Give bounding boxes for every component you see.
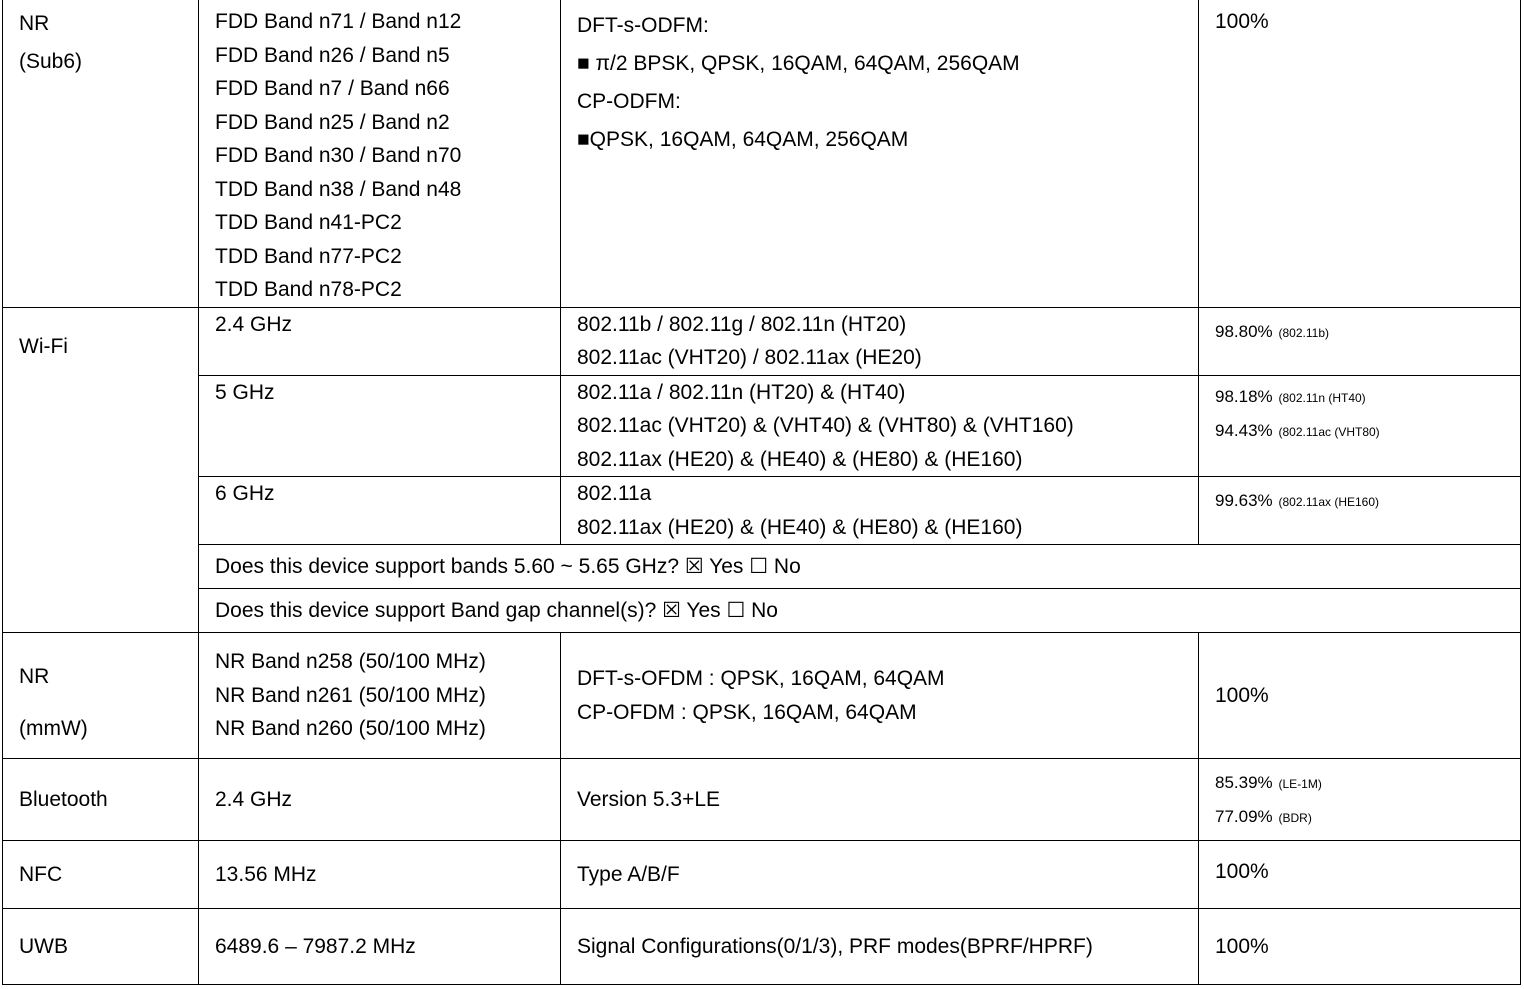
tech-label: NFC [19, 862, 63, 886]
modulation-item: Type A/B/F [577, 862, 680, 886]
modulation-item: ■QPSK, 16QAM, 64QAM, 256QAM [577, 128, 909, 151]
duty-value: 98.80% [1215, 321, 1273, 341]
modulation-item: CP-OFDM : QPSK, 16QAM, 64QAM [577, 700, 917, 724]
band-item: FDD Band n71 / Band n12 [215, 10, 462, 33]
tech-label: UWB [19, 934, 68, 958]
table-row [3, 0, 1521, 307]
duty-cell [1199, 841, 1521, 909]
modulation-cell [561, 841, 1199, 909]
band-item: TDD Band n78-PC2 [215, 278, 402, 301]
band-cell [199, 909, 561, 985]
band-item: 6489.6 – 7987.2 MHz [215, 934, 416, 958]
band-item: TDD Band n38 / Band n48 [215, 177, 462, 201]
duty-note: (BDR) [1278, 810, 1312, 825]
duty-note: (LE-1M) [1278, 776, 1322, 791]
table-row [3, 909, 1521, 985]
modulation-cell [561, 0, 1199, 307]
duty-note: (802.11n (HT40) [1278, 390, 1366, 405]
modulation-cell [561, 477, 1199, 545]
band-cell [199, 633, 561, 759]
spec-table [2, 0, 1521, 985]
modulation-item: 802.11b / 802.11g / 802.11n (HT20) [577, 312, 907, 336]
duty-value: 100% [1215, 683, 1269, 707]
modulation-item: 802.11ax (HE20) & (HE40) & (HE80) & (HE160) [577, 515, 1023, 539]
duty-cell [1199, 909, 1521, 985]
tech-cell [3, 841, 199, 909]
tech-label: Bluetooth [19, 787, 108, 811]
modulation-item: 802.11ax (HE20) & (HE40) & (HE80) & (HE160) [577, 447, 1023, 471]
band-item: NR Band n260 (50/100 MHz) [215, 717, 486, 741]
table-row [3, 841, 1521, 909]
band-item: 5 GHz [215, 380, 275, 404]
modulation-cell [561, 909, 1199, 985]
modulation-item: Signal Configurations(0/1/3), PRF modes(BPRF/HPRF) [577, 934, 1093, 958]
question-text: Does this device support Band gap channel(s)? ☒ Yes ☐ No [215, 598, 778, 622]
tech-sublabel: (mmW) [19, 717, 88, 740]
modulation-cell [561, 633, 1199, 759]
band-cell [199, 759, 561, 841]
table-row [3, 375, 1521, 477]
tech-cell [3, 759, 199, 841]
table-row [3, 477, 1521, 545]
modulation-title: DFT-s-ODFM: [577, 14, 709, 37]
question-text: Does this device support bands 5.60 ~ 5.65 GHz? ☒ Yes ☐ No [215, 554, 801, 578]
modulation-cell [561, 375, 1199, 477]
duty-value: 98.18% [1215, 386, 1273, 406]
modulation-cell [561, 759, 1199, 841]
duty-value: 94.43% [1215, 420, 1273, 440]
duty-cell [1199, 633, 1521, 759]
question-cell [199, 589, 1521, 633]
duty-cell [1199, 0, 1521, 307]
table-row [3, 545, 1521, 589]
duty-cell [1199, 375, 1521, 477]
modulation-item: Version 5.3+LE [577, 787, 721, 811]
modulation-item: 802.11ac (VHT20) & (VHT40) & (VHT80) & (VHT160) [577, 414, 1074, 437]
band-cell [199, 477, 561, 545]
duty-value: 100% [1215, 860, 1269, 883]
modulation-item: DFT-s-OFDM : QPSK, 16QAM, 64QAM [577, 667, 945, 690]
band-item: NR Band n261 (50/100 MHz) [215, 683, 486, 707]
band-item: 2.4 GHz [215, 787, 293, 811]
tech-cell [3, 307, 199, 633]
band-item: NR Band n258 (50/100 MHz) [215, 650, 486, 674]
modulation-cell [561, 307, 1199, 375]
duty-cell [1199, 477, 1521, 545]
duty-cell [1199, 759, 1521, 841]
modulation-item: 802.11ac (VHT20) / 802.11ax (HE20) [577, 346, 922, 369]
band-cell [199, 307, 561, 375]
modulation-item: 802.11a [577, 482, 652, 505]
band-item: FDD Band n25 / Band n2 [215, 110, 450, 134]
band-cell [199, 841, 561, 909]
table-row [3, 589, 1521, 633]
band-item: 6 GHz [215, 482, 275, 505]
table-row [3, 307, 1521, 375]
band-item: FDD Band n30 / Band n70 [215, 144, 462, 167]
tech-cell [3, 0, 199, 307]
question-cell [199, 545, 1521, 589]
duty-note: (802.11ax (HE160) [1278, 495, 1380, 509]
band-item: TDD Band n41-PC2 [215, 211, 402, 234]
band-item: 13.56 MHz [215, 862, 317, 886]
tech-label: NR [19, 665, 50, 688]
band-item: FDD Band n7 / Band n66 [215, 77, 450, 100]
modulation-title: CP-ODFM: [577, 90, 681, 113]
modulation-item: 802.11a / 802.11n (HT20) & (HT40) [577, 380, 906, 404]
duty-value: 100% [1215, 10, 1269, 33]
band-item: TDD Band n77-PC2 [215, 244, 402, 268]
duty-value: 77.09% [1215, 806, 1273, 826]
tech-cell [3, 909, 199, 985]
duty-note: (802.11b) [1278, 325, 1329, 340]
band-cell [199, 375, 561, 477]
tech-sublabel: (Sub6) [19, 50, 83, 73]
band-item: 2.4 GHz [215, 312, 293, 336]
tech-cell [3, 633, 199, 759]
duty-value: 85.39% [1215, 772, 1273, 792]
table-row [3, 759, 1521, 841]
band-cell [199, 0, 561, 307]
duty-note: (802.11ac (VHT80) [1278, 424, 1380, 439]
tech-label: NR [19, 12, 50, 35]
table-row [3, 633, 1521, 759]
modulation-item: ■ π/2 BPSK, QPSK, 16QAM, 64QAM, 256QAM [577, 52, 1020, 75]
duty-value: 99.63% [1215, 491, 1273, 510]
duty-value: 100% [1215, 934, 1269, 958]
band-item: FDD Band n26 / Band n5 [215, 43, 450, 67]
duty-cell [1199, 307, 1521, 375]
tech-label: Wi-Fi [19, 334, 68, 358]
